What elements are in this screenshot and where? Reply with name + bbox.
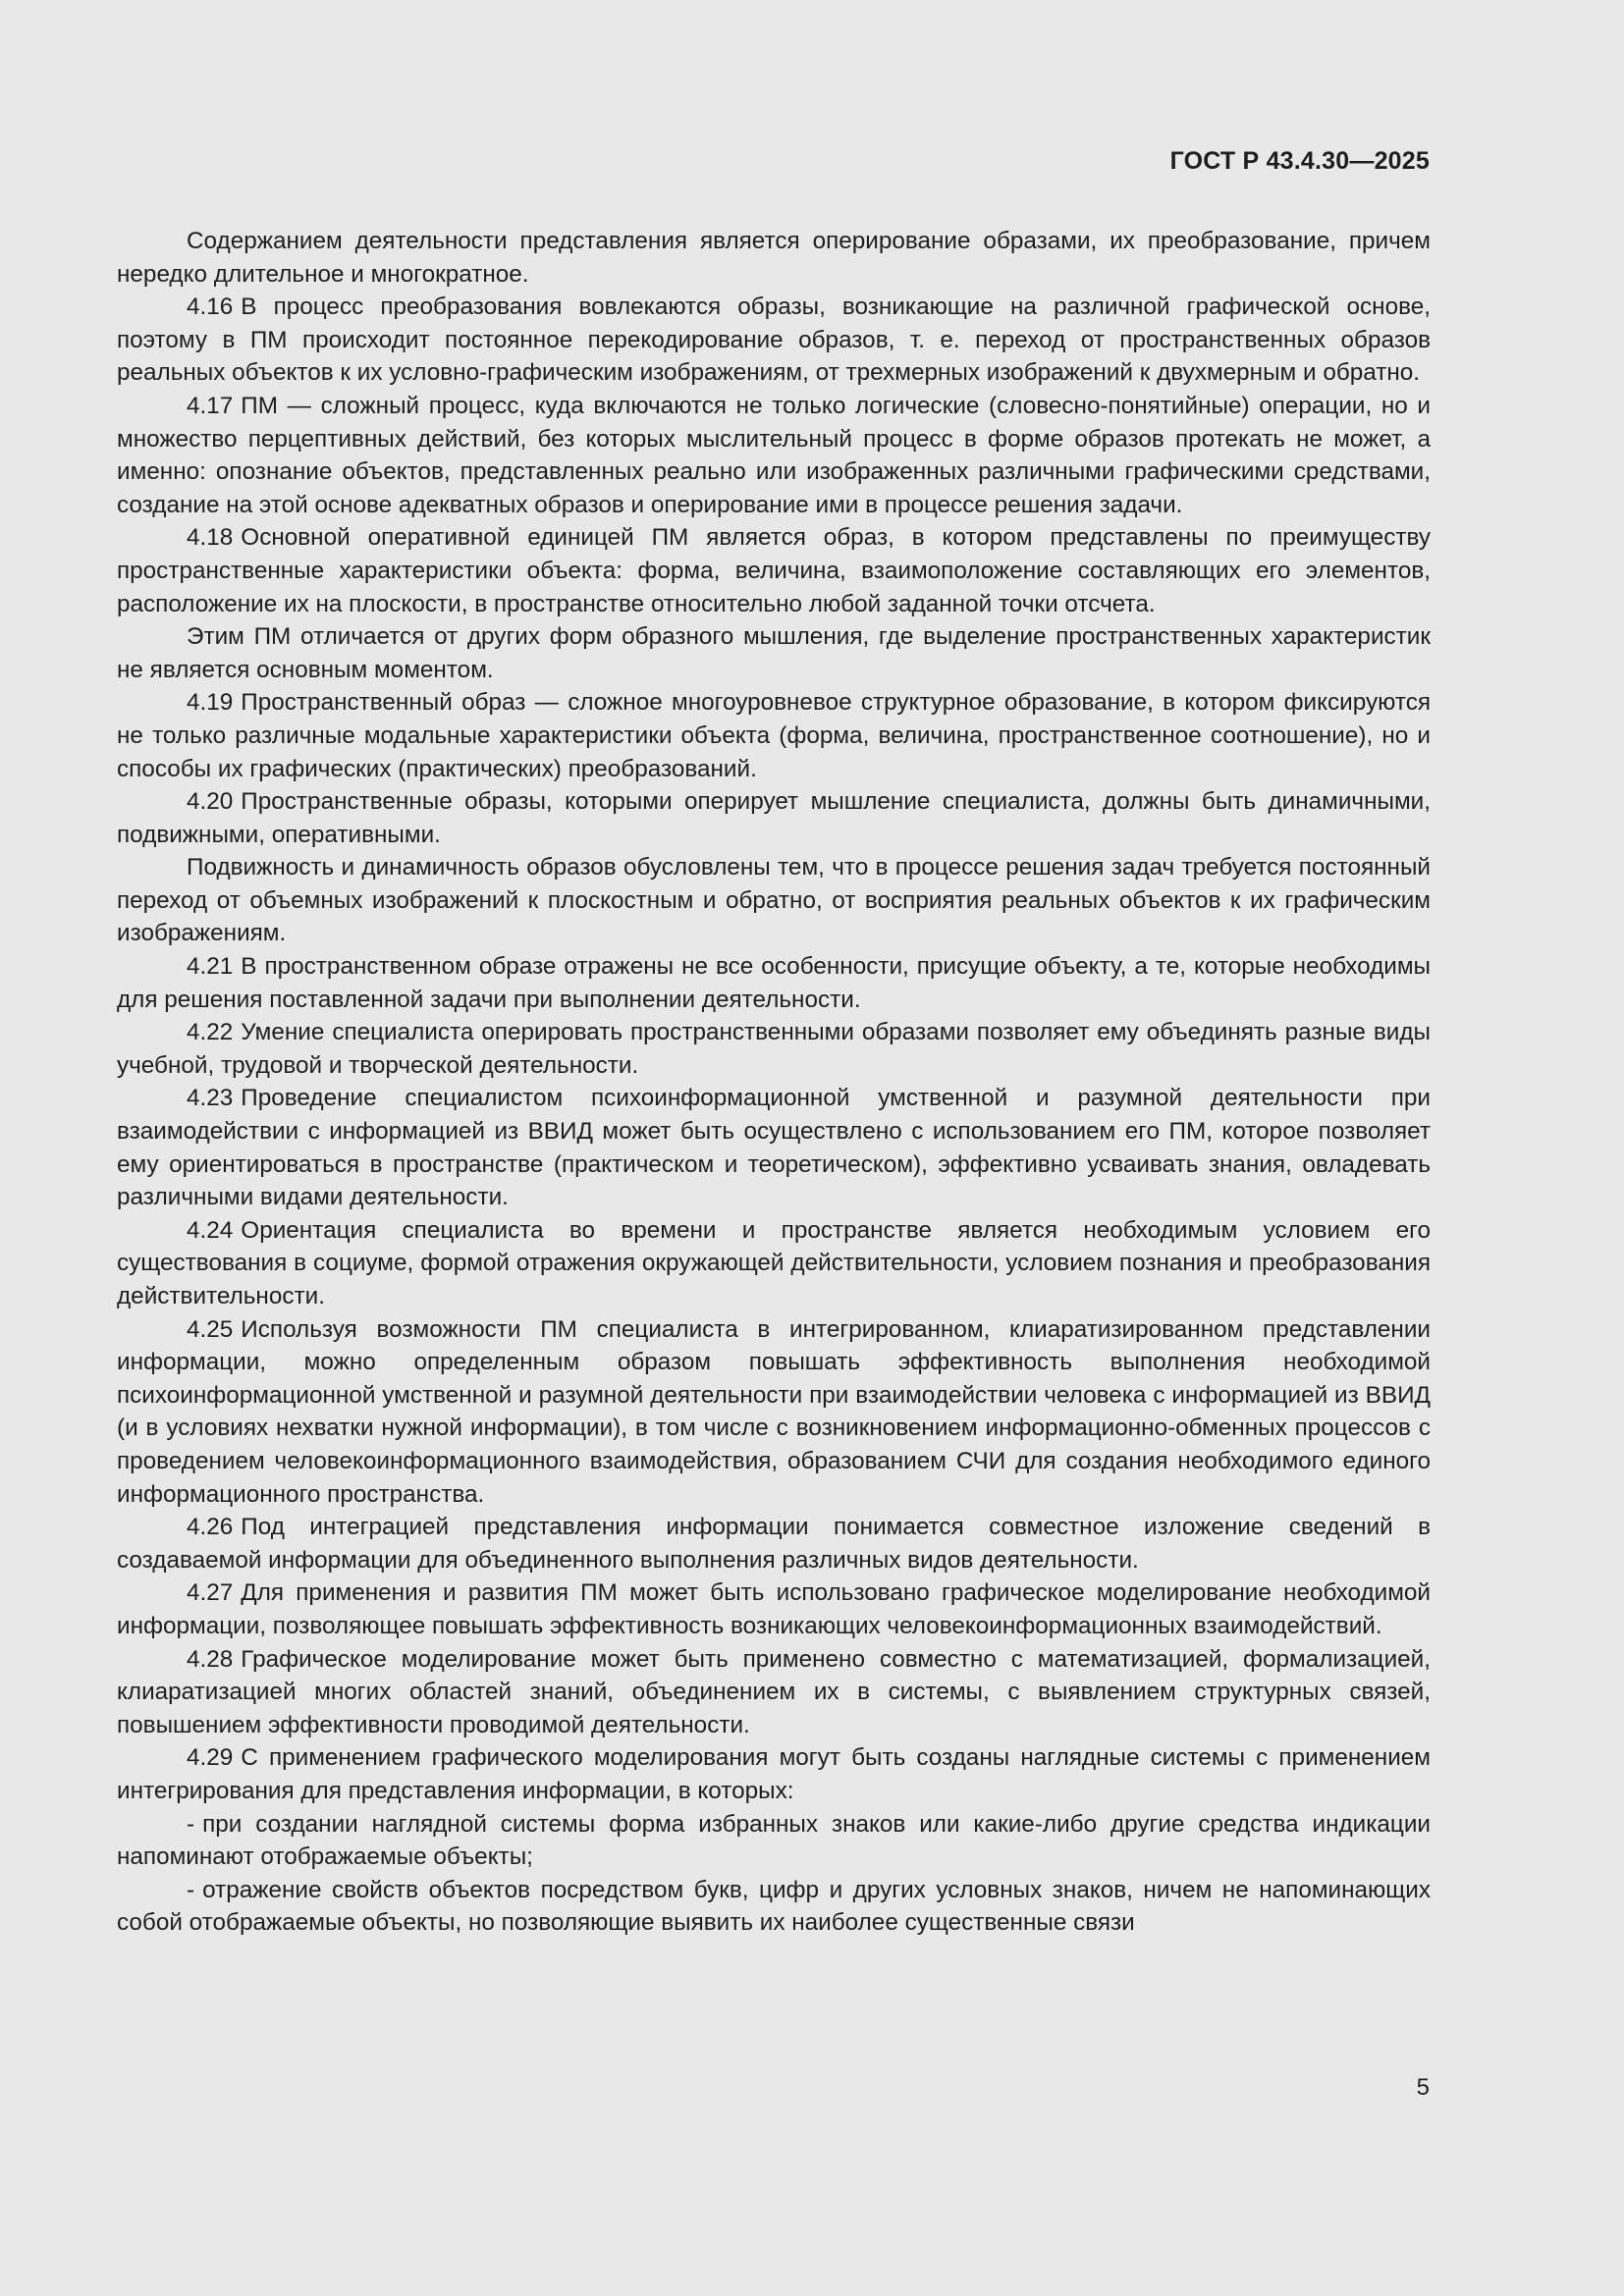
paragraph-number: 4.17 — [187, 392, 234, 419]
paragraph — [117, 950, 1431, 1016]
paragraph-text: Умение специалиста оперировать пространственными образами позволяет ему объединять разные виды учебной, трудовой и творческой деятельности. — [117, 1019, 1431, 1079]
paragraph — [117, 620, 1431, 686]
paragraph-number: 4.16 — [187, 294, 234, 321]
paragraph-number: 4.26 — [187, 1514, 234, 1541]
paragraph — [117, 225, 1431, 291]
paragraph — [117, 686, 1431, 785]
paragraph-text: В процесс преобразования вовлекаются образы, возникающие на различной графической основе, поэтому в ПМ происходит постоянное перекодирование образов, т. е. переход от пространственных образов реальных объектов к их условно-графическим изображениям, от трехмерных изображений к двухмерным и обратно. — [117, 294, 1431, 387]
paragraph-text: Основной оперативной единицей ПМ является образ, в котором представлены по преимуществу пространственные характеристики объекта: форма, величина, взаимоположение составляющих его элементов, расположение их на плоскости, в пространстве относительно любой заданной точки отсчета. — [117, 524, 1431, 617]
paragraph-number: 4.21 — [187, 953, 234, 981]
paragraph-text: Этим ПМ отличается от других форм образного мышления, где выделение пространственных характеристик не является основным моментом. — [117, 623, 1431, 683]
paragraph-text: Подвижность и динамичность образов обусловлены тем, что в процессе решения задач требуется постоянный переход от объемных изображений к плоскостным и обратно, от восприятия реальных объектов к их графическим изображениям. — [117, 854, 1431, 947]
paragraph-number: 4.22 — [187, 1019, 234, 1046]
paragraph-text: С применением графического моделирования могут быть созданы наглядные системы с применением интегрирования для представления информации, в которых: — [117, 1744, 1431, 1804]
paragraph — [117, 1082, 1431, 1213]
page-number: 5 — [1416, 2074, 1430, 2101]
paragraph-text: Ориентация специалиста во времени и пространстве является необходимым условием его существования в социуме, формой отражения окружающей действительности, условием познания и преобразования действительности. — [117, 1216, 1431, 1309]
paragraph — [117, 1511, 1431, 1576]
paragraph-text: Используя возможности ПМ специалиста в интегрированном, клиаратизированном представлении информации, можно определенным образом повышать эффективность выполнения необходимой психоинформационной умственной и разумной деятельности при взаимодействии человека с информацией из ВВИД (и в условиях нехватки нужной информации), в том числе с возникновением информационно-обменных процессов с проведением человекоинформационного взаимодействия, образованием СЧИ для создания необходимого единого информационного пространства. — [117, 1315, 1431, 1508]
paragraph-text: Пространственные образы, которыми оперирует мышление специалиста, должны быть динамичными, подвижными, оперативными. — [117, 788, 1431, 848]
paragraph-text: Для применения и развития ПМ может быть использовано графическое моделирование необходимой информации, позволяющее повышать эффективность возникающих человекоинформационных взаимодействий. — [117, 1579, 1431, 1639]
list-item — [117, 1874, 1431, 1940]
paragraph-text: Графическое моделирование может быть применено совместно с математизацией, формализацией, клиаратизацией многих областей знаний, объединением их в системы, с выявлением структурных связей, повышением эффективности проводимой деятельности. — [117, 1645, 1431, 1738]
paragraph — [117, 1643, 1431, 1742]
list-item-text: отражение свойств объектов посредством букв, цифр и других условных знаков, ничем не напоминающих собой отображаемые объекты, но позволяющие выявить их наиболее существенные связи — [117, 1876, 1431, 1937]
paragraph — [117, 521, 1431, 620]
paragraph-text: Пространственный образ — сложное многоуровневое структурное образование, в котором фиксируются не только различные модальные характеристики объекта (форма, величина, пространственное соотношение), но и способы их графических (практических) преобразований. — [117, 689, 1431, 782]
paragraph-number: 4.27 — [187, 1579, 234, 1607]
paragraph — [117, 851, 1431, 950]
paragraph-text: ПМ — сложный процесс, куда включаются не только логические (словесно-понятийные) операции, но и множество перцептивных действий, без которых мыслительный процесс в форме образов протекать не может, а именно: опознание объектов, представленных реально или изображенных различными графическими средствами, создание на этой основе адекватных образов и оперирование ими в процессе решения задачи. — [117, 392, 1431, 518]
paragraph-text: Под интеграцией представления информации понимается совместное изложение сведений в создаваемой информации для объединенного выполнения различных видов деятельности. — [117, 1514, 1431, 1574]
paragraph-text: В пространственном образе отражены не все особенности, присущие объекту, а те, которые необходимы для решения поставленной задачи при выполнении деятельности. — [117, 953, 1431, 1013]
paragraph-number: 4.29 — [187, 1744, 234, 1772]
paragraph-number: 4.19 — [187, 689, 234, 717]
paragraph-number: 4.20 — [187, 788, 234, 816]
body-text — [117, 225, 1431, 1940]
paragraph — [117, 1016, 1431, 1082]
paragraph-number: 4.23 — [187, 1085, 234, 1112]
paragraph — [117, 291, 1431, 390]
paragraph-text: Содержанием деятельности представления является оперирование образами, их преобразование, причем нередко длительное и многократное. — [117, 228, 1431, 288]
paragraph — [117, 1214, 1431, 1313]
paragraph-number: 4.28 — [187, 1645, 234, 1673]
paragraph-text: Проведение специалистом психоинформационной умственной и разумной деятельности при взаимодействии с информацией из ВВИД может быть осуществлено с использованием его ПМ, которое позволяет ему ориентироваться в пространстве (практическом и теоретическом), эффективно усваивать знания, овладевать различными видами деятельности. — [117, 1085, 1431, 1211]
paragraph-number: 4.18 — [187, 524, 234, 552]
list-bullet: - — [187, 1810, 195, 1838]
document-code-header: ГОСТ Р 43.4.30—2025 — [1169, 147, 1430, 175]
paragraph — [117, 1741, 1431, 1807]
paragraph-number: 4.24 — [187, 1216, 234, 1244]
paragraph — [117, 1576, 1431, 1642]
paragraph — [117, 785, 1431, 851]
list-item — [117, 1808, 1431, 1874]
paragraph-number: 4.25 — [187, 1315, 234, 1343]
list-bullet: - — [187, 1876, 195, 1903]
paragraph — [117, 390, 1431, 521]
paragraph — [117, 1313, 1431, 1512]
list-item-text: при создании наглядной системы форма избранных знаков или какие-либо другие средства индикации напоминают отображаемые объекты; — [117, 1810, 1431, 1871]
